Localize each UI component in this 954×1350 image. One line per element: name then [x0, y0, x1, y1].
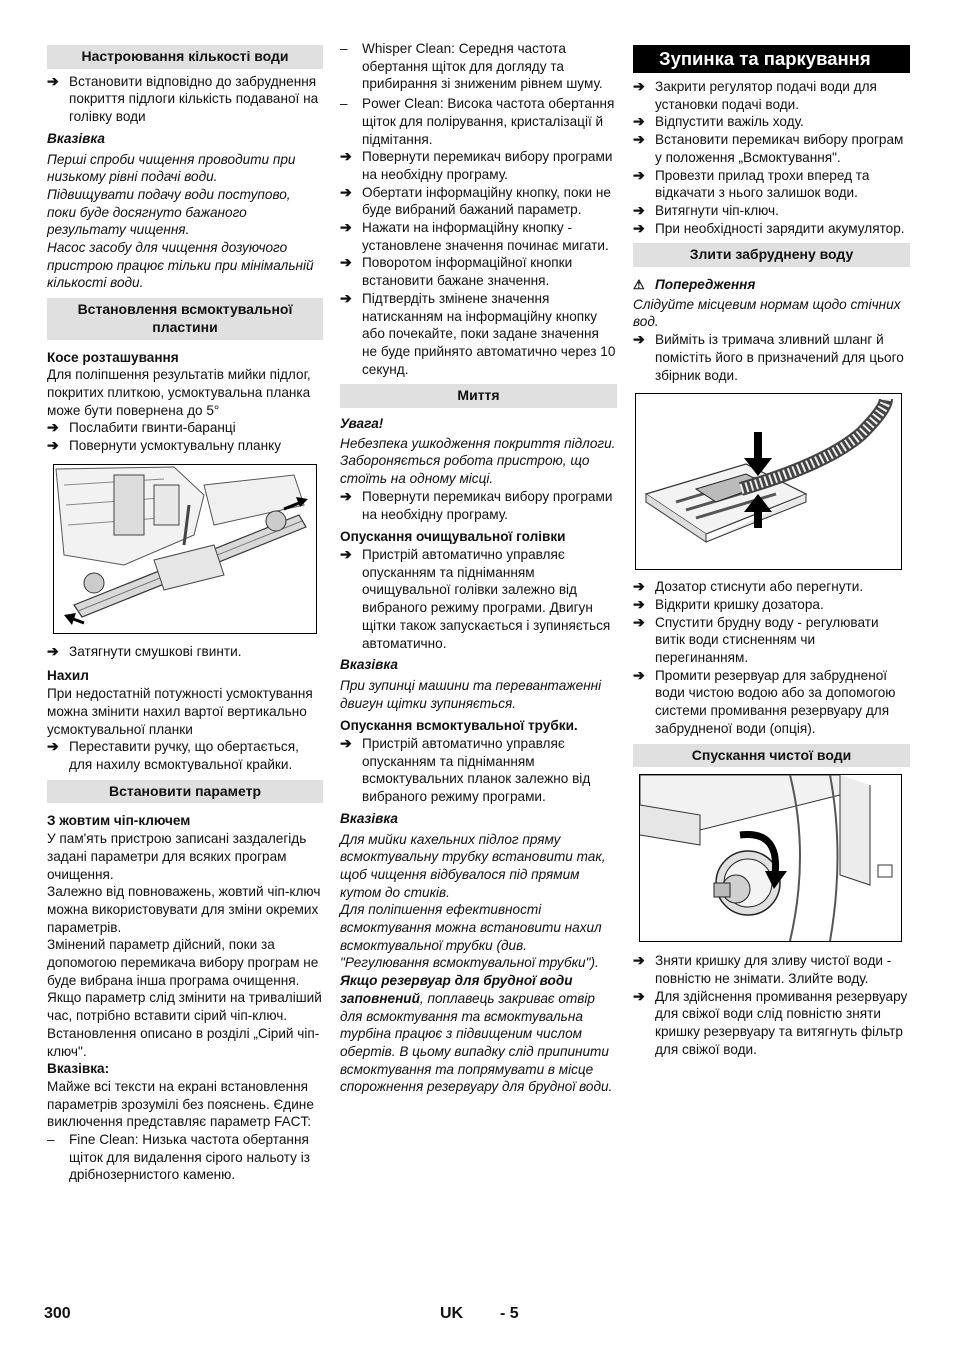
- step-clean-2: ➔ Для здійснення промивання резервуару для свіжої води слід повністю зняти кришку резервуару та витягнуть фільтр для свіжої води.: [633, 987, 908, 1057]
- step-stop-5: ➔ Витягнути чіп-ключ.: [633, 201, 779, 218]
- note3-label: Вказівка: [340, 657, 398, 673]
- arrow-right-icon: ➔: [633, 219, 645, 236]
- heading-drain-clean: Спускання чистої води: [633, 744, 910, 768]
- arrow-right-icon: ➔: [633, 613, 645, 630]
- step-confirm: ➔ Підтвердіть змінене значення натисканням на інформаційну кнопку або почекайте, поки задане значення не буде прийнято автоматично через 10 секунд.: [340, 289, 616, 377]
- drain-hose-illustration: [636, 394, 901, 569]
- step-lower-head: ➔ Пристрій автоматично управляє опусканням та підніманням очищувальної голівки залежно від вибраного режиму програми. Двигун щітки також запускається і зупиняється автоматично.: [340, 545, 611, 651]
- oblique-text: Для поліпшення результатів мийки підлог, покритих плиткою, усмоктувальна планка може бути повернена до 5°: [47, 367, 311, 418]
- arrow-right-icon: ➔: [340, 219, 352, 236]
- yellow-key-label: З жовтим чіп-ключем: [47, 813, 191, 829]
- step-drain-1: ➔ Вийміть із тримача зливний шланг й помістіть його в призначений для цього збірник води.: [633, 331, 904, 383]
- heading-set-parameter: Встановити параметр: [47, 780, 323, 804]
- arrow-right-icon: ➔: [340, 148, 352, 165]
- oblique-label: Косе розташування: [47, 349, 179, 365]
- note2-label: Вказівка:: [47, 1061, 110, 1077]
- note4-label: Вказівка: [340, 810, 398, 826]
- arrow-right-icon: ➔: [633, 131, 645, 148]
- tilt-label: Нахил: [47, 668, 89, 684]
- step-press-info: ➔ Нажати на інформаційну кнопку - установлене значення починає мигати.: [340, 219, 609, 253]
- drain-hose-figure: [635, 393, 902, 570]
- step-drain-5: ➔ Промити резервуар для забрудненої води чистою водою або за допомогою системи промивання резервуару для забрудненої води (опція).: [633, 666, 896, 736]
- yellow-text-2: Залежно від повноважень, жовтий чіп-ключ можна використовувати для зміни окремих параметрів.: [47, 884, 321, 935]
- step-select-program: ➔ Повернути перемикач вибору програми на необхідну програму.: [340, 148, 613, 182]
- lower-suction-label: Опускання всмоктувальної трубки.: [340, 718, 578, 734]
- step-wash-program: ➔ Повернути перемикач вибору програми на необхідну програму.: [340, 487, 613, 522]
- arrow-right-icon: ➔: [47, 72, 59, 89]
- arrow-right-icon: ➔: [633, 987, 645, 1004]
- step-stop-1: ➔ Закрити регулятор подачі води для установки подачі води.: [633, 78, 877, 112]
- note4-text-2: Для поліпшення ефективності всмоктування можна встановити нахил всмоктувальної трубки (див. "Регулювання всмоктувальної трубки").: [340, 902, 602, 971]
- arrow-right-icon: ➔: [47, 437, 59, 454]
- warning-label: ⚠ Попередження: [633, 277, 756, 293]
- step-stop-4: ➔ Провезти прилад трохи вперед та відкачати з нього залишок води.: [633, 166, 870, 201]
- arrow-right-icon: ➔: [633, 113, 645, 130]
- arrow-right-icon: ➔: [633, 331, 645, 348]
- step-drain-4: ➔ Спустити брудну воду - регулювати витік води стисненням чи перегинанням.: [633, 613, 879, 666]
- arrow-right-icon: ➔: [47, 642, 59, 659]
- language-code: UK: [440, 1305, 464, 1322]
- arrow-right-icon: ➔: [633, 166, 645, 183]
- step-turn: ➔ Повернути усмоктувальну планку: [47, 437, 282, 454]
- step-set-value: ➔ Поворотом інформаційної кнопки встановити бажане значення.: [340, 254, 573, 289]
- section-number: - 5: [500, 1305, 519, 1322]
- step-clean-1: ➔ Зняти кришку для зливу чистої води - повністю не знімати. Злийте воду.: [633, 952, 892, 986]
- note4-text-1: Для мийки кахельних підлог пряму всмоктувальну трубку встановити так, щоб чищення відбувалося під прямим кутом до стиків.: [340, 831, 606, 900]
- arrow-right-icon: ➔: [633, 666, 645, 683]
- step-drain-2: ➔ Дозатор стиснути або перегнути.: [633, 578, 864, 595]
- step-loosen: ➔ Послабити гвинти-баранці: [47, 419, 236, 436]
- yellow-text-4: Якщо параметр слід змінити на тривалiший час, потрібно вставити сірий чіп-ключ. Встановлення описано в розділі „Сірий чіп-ключ".: [47, 990, 322, 1059]
- step-stop-6: ➔ При необхідності зарядити акумулятор.: [633, 219, 905, 236]
- arrow-right-icon: ➔: [340, 487, 352, 504]
- note4-text-3: Якщо резервуар для брудної води заповнений, поплавець закриває отвір для всмоктування та всмоктувальна турбіна працює з підвищеним числом обертів. В цьому випадку слід припинити всмоктування та попрямувати в місце спорожнення резервуару для брудної води.: [340, 973, 613, 1095]
- arrow-right-icon: ➔: [633, 952, 645, 969]
- warning-triangle-icon: ⚠: [633, 277, 645, 293]
- step-stop-2: ➔ Відпустити важіль ходу.: [633, 113, 804, 130]
- arrow-right-icon: ➔: [340, 254, 352, 271]
- clean-water-cap-figure: [639, 774, 902, 942]
- arrow-right-icon: ➔: [340, 735, 352, 752]
- step-water: ➔ Встановити відповідно до забруднення покриття підлоги кількість подаваної на голівку води: [47, 72, 319, 125]
- step-tilt: ➔ Переставити ручку, що обертається, для нахилу всмоктувальної крайки.: [47, 738, 299, 772]
- tilt-text: При недостатній потужності усмоктування можна змінити нахил вартої вертикально усмоктувальної планки: [47, 686, 313, 737]
- column-2: [340, 40, 617, 1096]
- page-number: 300: [44, 1305, 71, 1322]
- heading-washing: Миття: [340, 384, 617, 408]
- yellow-text-3: Змінений параметр дійсний, поки за допомогою перемикача вибору програм не буде вибрана інша програма очищення.: [47, 937, 319, 988]
- heading-squeegee: Встановлення всмоктувальної пластини: [47, 298, 323, 339]
- arrow-right-icon: ➔: [633, 595, 645, 612]
- arrow-right-icon: ➔: [340, 289, 352, 306]
- heading-water-amount: Настроювання кількості води: [47, 45, 323, 69]
- dash-fine-clean: – Fine Clean: Низька частота обертання щіток для видалення сірого нальоту із дрібнозернистого каменю.: [47, 1132, 310, 1183]
- lower-head-label: Опускання очищувальної голівки: [340, 529, 566, 545]
- squeegee-figure: [53, 464, 317, 634]
- step-rotate-info: ➔ Обертати інформаційну кнопку, поки не буде вибраний бажаний параметр.: [340, 183, 611, 218]
- arrow-right-icon: ➔: [47, 419, 59, 436]
- column-1: [47, 40, 323, 1184]
- note-text-3: Насос засобу для чищення дозуючого пристрою працює тільки при мінімальній кількості води.: [47, 240, 314, 291]
- column-3: [633, 40, 910, 1059]
- step-drain-3: ➔ Відкрити кришку дозатора.: [633, 595, 824, 612]
- step-lower-suction: ➔ Пристрій автоматично управляє опусканням та підніманням всмоктувальних планок залежно від вибраного режиму програми.: [340, 735, 591, 805]
- note-text-2: Підвищувати подачу води поступово, поки буде досягнуто бажаного результату чищення.: [47, 186, 291, 238]
- heading-stop-parking: Зупинка та паркування: [633, 45, 910, 73]
- attention-text: Небезпека ушкодження покриття підлоги. Забороняється робота пристрою, що стоїть на одному місці.: [340, 435, 616, 487]
- heading-drain-dirty: Злити забруднену воду: [633, 243, 910, 267]
- arrow-right-icon: ➔: [633, 201, 645, 218]
- warning-text: Слідуйте місцевим нормам щодо стічних вод.: [633, 296, 901, 330]
- arrow-right-icon: ➔: [47, 738, 59, 755]
- arrow-right-icon: ➔: [340, 545, 352, 562]
- arrow-right-icon: ➔: [340, 183, 352, 200]
- note2-text: Майже всі тексти на екрані встановлення параметрів зрозумілі без пояснень. Єдине виключення представляє параметр FACT:: [47, 1078, 314, 1130]
- note-label: Вказівка: [47, 130, 105, 146]
- attention-label: Увага!: [340, 416, 384, 432]
- note3-text: При зупинці машини та перевантаженні двигун щітки зупиняється.: [340, 677, 602, 711]
- squeegee-illustration: [54, 465, 316, 633]
- step-tighten: ➔ Затягнути смушкові гвинти.: [47, 642, 242, 659]
- dash-whisper-clean: – Whisper Clean: Середня частота обертання щіток для догляду та прибирання зі зниженим рівнем шуму.: [340, 41, 603, 92]
- dash-power-clean: – Power Clean: Висока частота обертання щіток для полірування, кристалізації й підмітання.: [340, 96, 615, 147]
- clean-water-cap-illustration: [640, 775, 901, 941]
- arrow-right-icon: ➔: [633, 578, 645, 595]
- yellow-text-1: У пам'ять пристрою записані заздалегідь задані параметри для всяких програм очищення.: [47, 831, 307, 882]
- step-stop-3: ➔ Встановити перемикач вибору програм у положення „Всмоктування".: [633, 131, 904, 165]
- arrow-right-icon: ➔: [633, 78, 645, 94]
- note-text-1: Перші спроби чищення проводити при низькому рівні подачі води.: [47, 151, 296, 185]
